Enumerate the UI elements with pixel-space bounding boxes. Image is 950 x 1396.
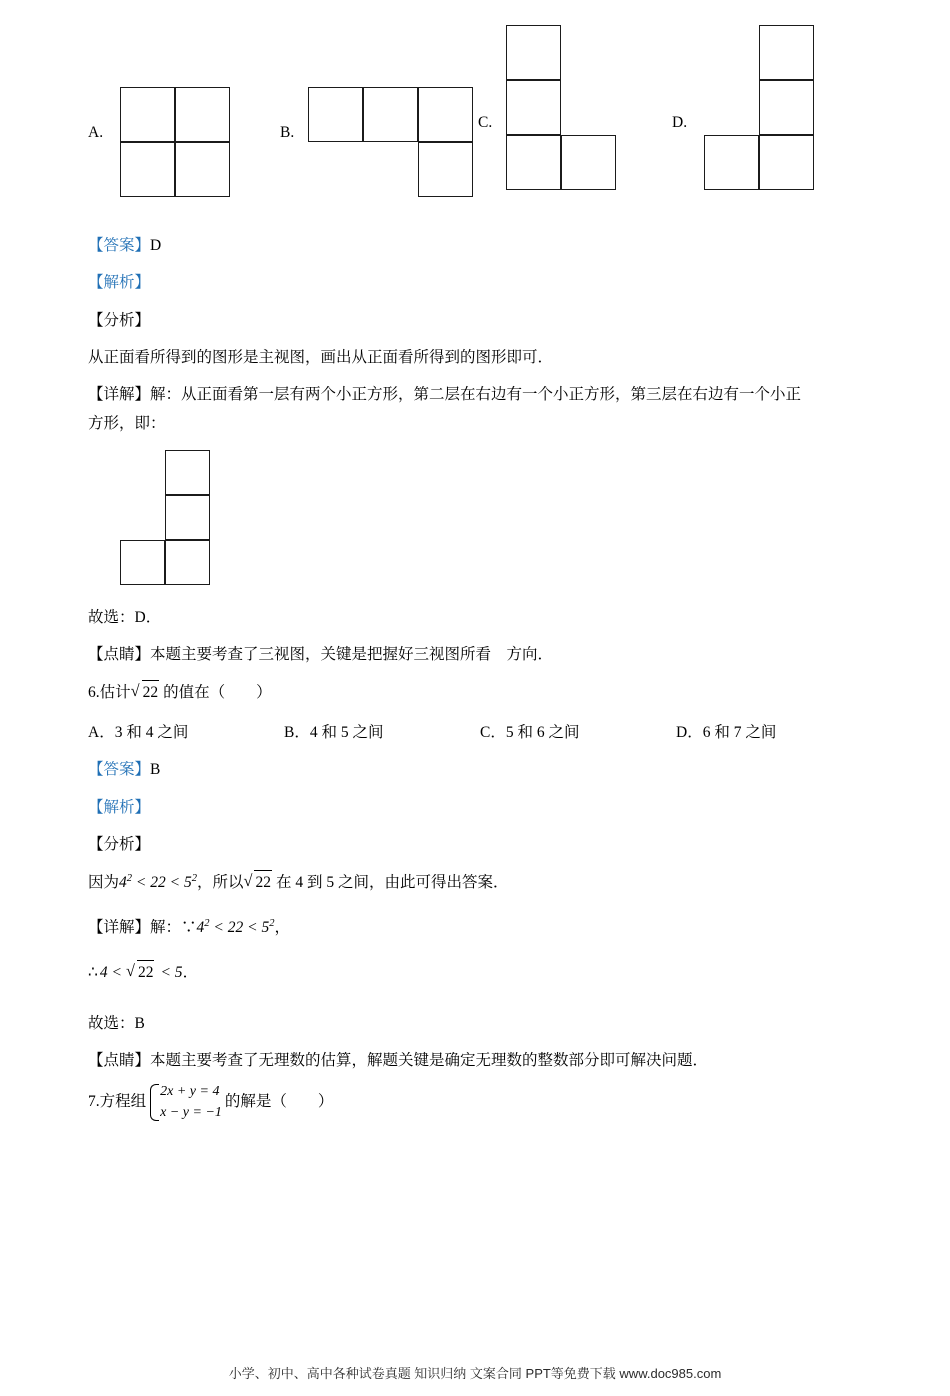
cube [175,87,230,142]
q5-explain-line [88,271,862,294]
answer-tag: 【答案】 [88,237,151,254]
option-d [672,52,882,212]
detail-tag: 【详解】 [88,386,151,403]
choice-a[interactable]: A．3 和 4 之间 [88,724,189,742]
option-b-label: B. [280,124,295,141]
q5-point-line [88,643,862,666]
q6-analysis-tag-line [88,833,862,856]
page-footer [0,1363,950,1382]
option-c-figure [506,25,616,190]
cube [308,87,363,142]
sqrt-expression [243,870,272,894]
cube [175,142,230,197]
q6-analysis-text [88,870,862,894]
q6-answer-line [88,758,862,781]
analysis-pre: 因为 [88,874,120,891]
choice-d[interactable]: D．6 和 7 之间 [676,724,777,742]
cube [418,87,473,142]
cube [120,142,175,197]
radicand: 22 [137,960,155,984]
radicand: 22 [254,870,272,894]
choice-b[interactable]: B．4 和 5 之间 [284,724,384,742]
solution-cubes [120,450,220,585]
answer-value: D [150,237,162,254]
cube [418,142,473,197]
equation-system [146,1082,222,1123]
question5-options-figures [88,52,862,212]
cube [759,25,814,80]
cube [759,135,814,190]
analysis-inequality: $4^2 < 22 < 5^2$ [119,872,197,891]
equation-2: x − y = −1 [160,1104,222,1120]
point-tag: 【点睛】 [88,1052,151,1070]
point-tag: 【点睛】 [88,645,151,663]
cube [120,540,165,585]
cube [759,80,814,135]
analysis-tag: 【分析】 [88,835,151,853]
q6-explain-line [88,796,862,819]
cube [165,540,210,585]
q6-detail-line2 [88,960,862,984]
detail-inequality: $4^2 < 22 < 5^2$ [196,918,275,937]
option-a [88,62,278,212]
equation-1: 2x + y = 4 [160,1084,220,1100]
sqrt-expression [126,960,155,984]
cube [120,87,175,142]
explain-tag: 【解析】 [88,798,151,816]
question7-stem [88,1082,862,1123]
detail-right: < 5 [160,963,183,981]
question7-stem-prefix: 方程组 [99,1093,147,1111]
q6-conclusion: 故选：B [88,1014,145,1032]
cube [363,87,418,142]
question6-stem-suffix: 的值在（ ） [163,684,272,701]
q5-detail-line2: 方形，即： [88,415,166,433]
option-d-label: D. [672,114,688,131]
cube [506,80,561,135]
detail-pre: 解：∵ [150,919,197,937]
analysis-tag: 【分析】 [88,311,151,329]
choice-c[interactable]: C．5 和 6 之间 [480,724,580,742]
explain-tag: 【解析】 [88,274,151,292]
therefore-symbol: ∴ [88,963,98,981]
q5-solution-figure [88,450,862,590]
question6-choices [88,720,862,742]
option-d-figure [704,25,814,190]
q6-point-line [88,1049,862,1072]
q5-analysis-tag-line [88,309,862,332]
sqrt-expression [131,680,160,704]
detail-left: 4 < [99,963,122,981]
cube [165,495,210,540]
answer-value: B [150,761,161,779]
point-text: 本题主要考查了三视图，关键是把握好三视图所看 方向． [150,645,554,663]
q5-conclusion: 故选：D． [88,608,162,626]
point-text: 本题主要考查了无理数的估算，解题关键是确定无理数的整数部分即可解决问题． [150,1052,709,1070]
q5-answer-line [88,234,862,257]
detail-tag: 【详解】 [88,919,151,937]
option-c [478,52,688,212]
cube [561,135,616,190]
option-a-figure [120,87,230,197]
footer-text: 小学、初中、高中各种试卷真题 知识归纳 文案合同 PPT等免费下载 www.doc985.com [228,1366,722,1381]
option-c-label: C. [478,114,493,131]
question6-stem-prefix: 估计 [99,684,131,701]
detail-text: 解：从正面看第一层有两个小正方形，第二层在右边有一个小正方形，第三层在右边有一个小正 [150,386,802,403]
radicand: 22 [142,680,160,704]
question7-stem-suffix: 的解是（ ） [224,1093,334,1111]
cube [165,450,210,495]
option-a-label: A. [88,124,104,141]
cube [506,135,561,190]
q6-detail-line [88,916,862,939]
answer-tag: 【答案】 [88,761,151,779]
cube [704,135,759,190]
cube [506,25,561,80]
option-b-figure [308,87,473,197]
q5-detail-line [88,383,862,406]
analysis-post: 在 4 到 5 之间，由此可得出答案． [275,874,509,891]
question6-stem [88,680,862,704]
analysis-mid: ，所以 [196,874,244,891]
document-page [0,52,950,1396]
detail-comma: ， [274,919,290,937]
q5-analysis-text: 从正面看所得到的图形是主视图，画出从正面看所得到的图形即可． [88,348,554,366]
question6-number: 6. [88,684,100,701]
detail-end: ． [182,963,199,981]
question7-number: 7. [88,1093,100,1111]
